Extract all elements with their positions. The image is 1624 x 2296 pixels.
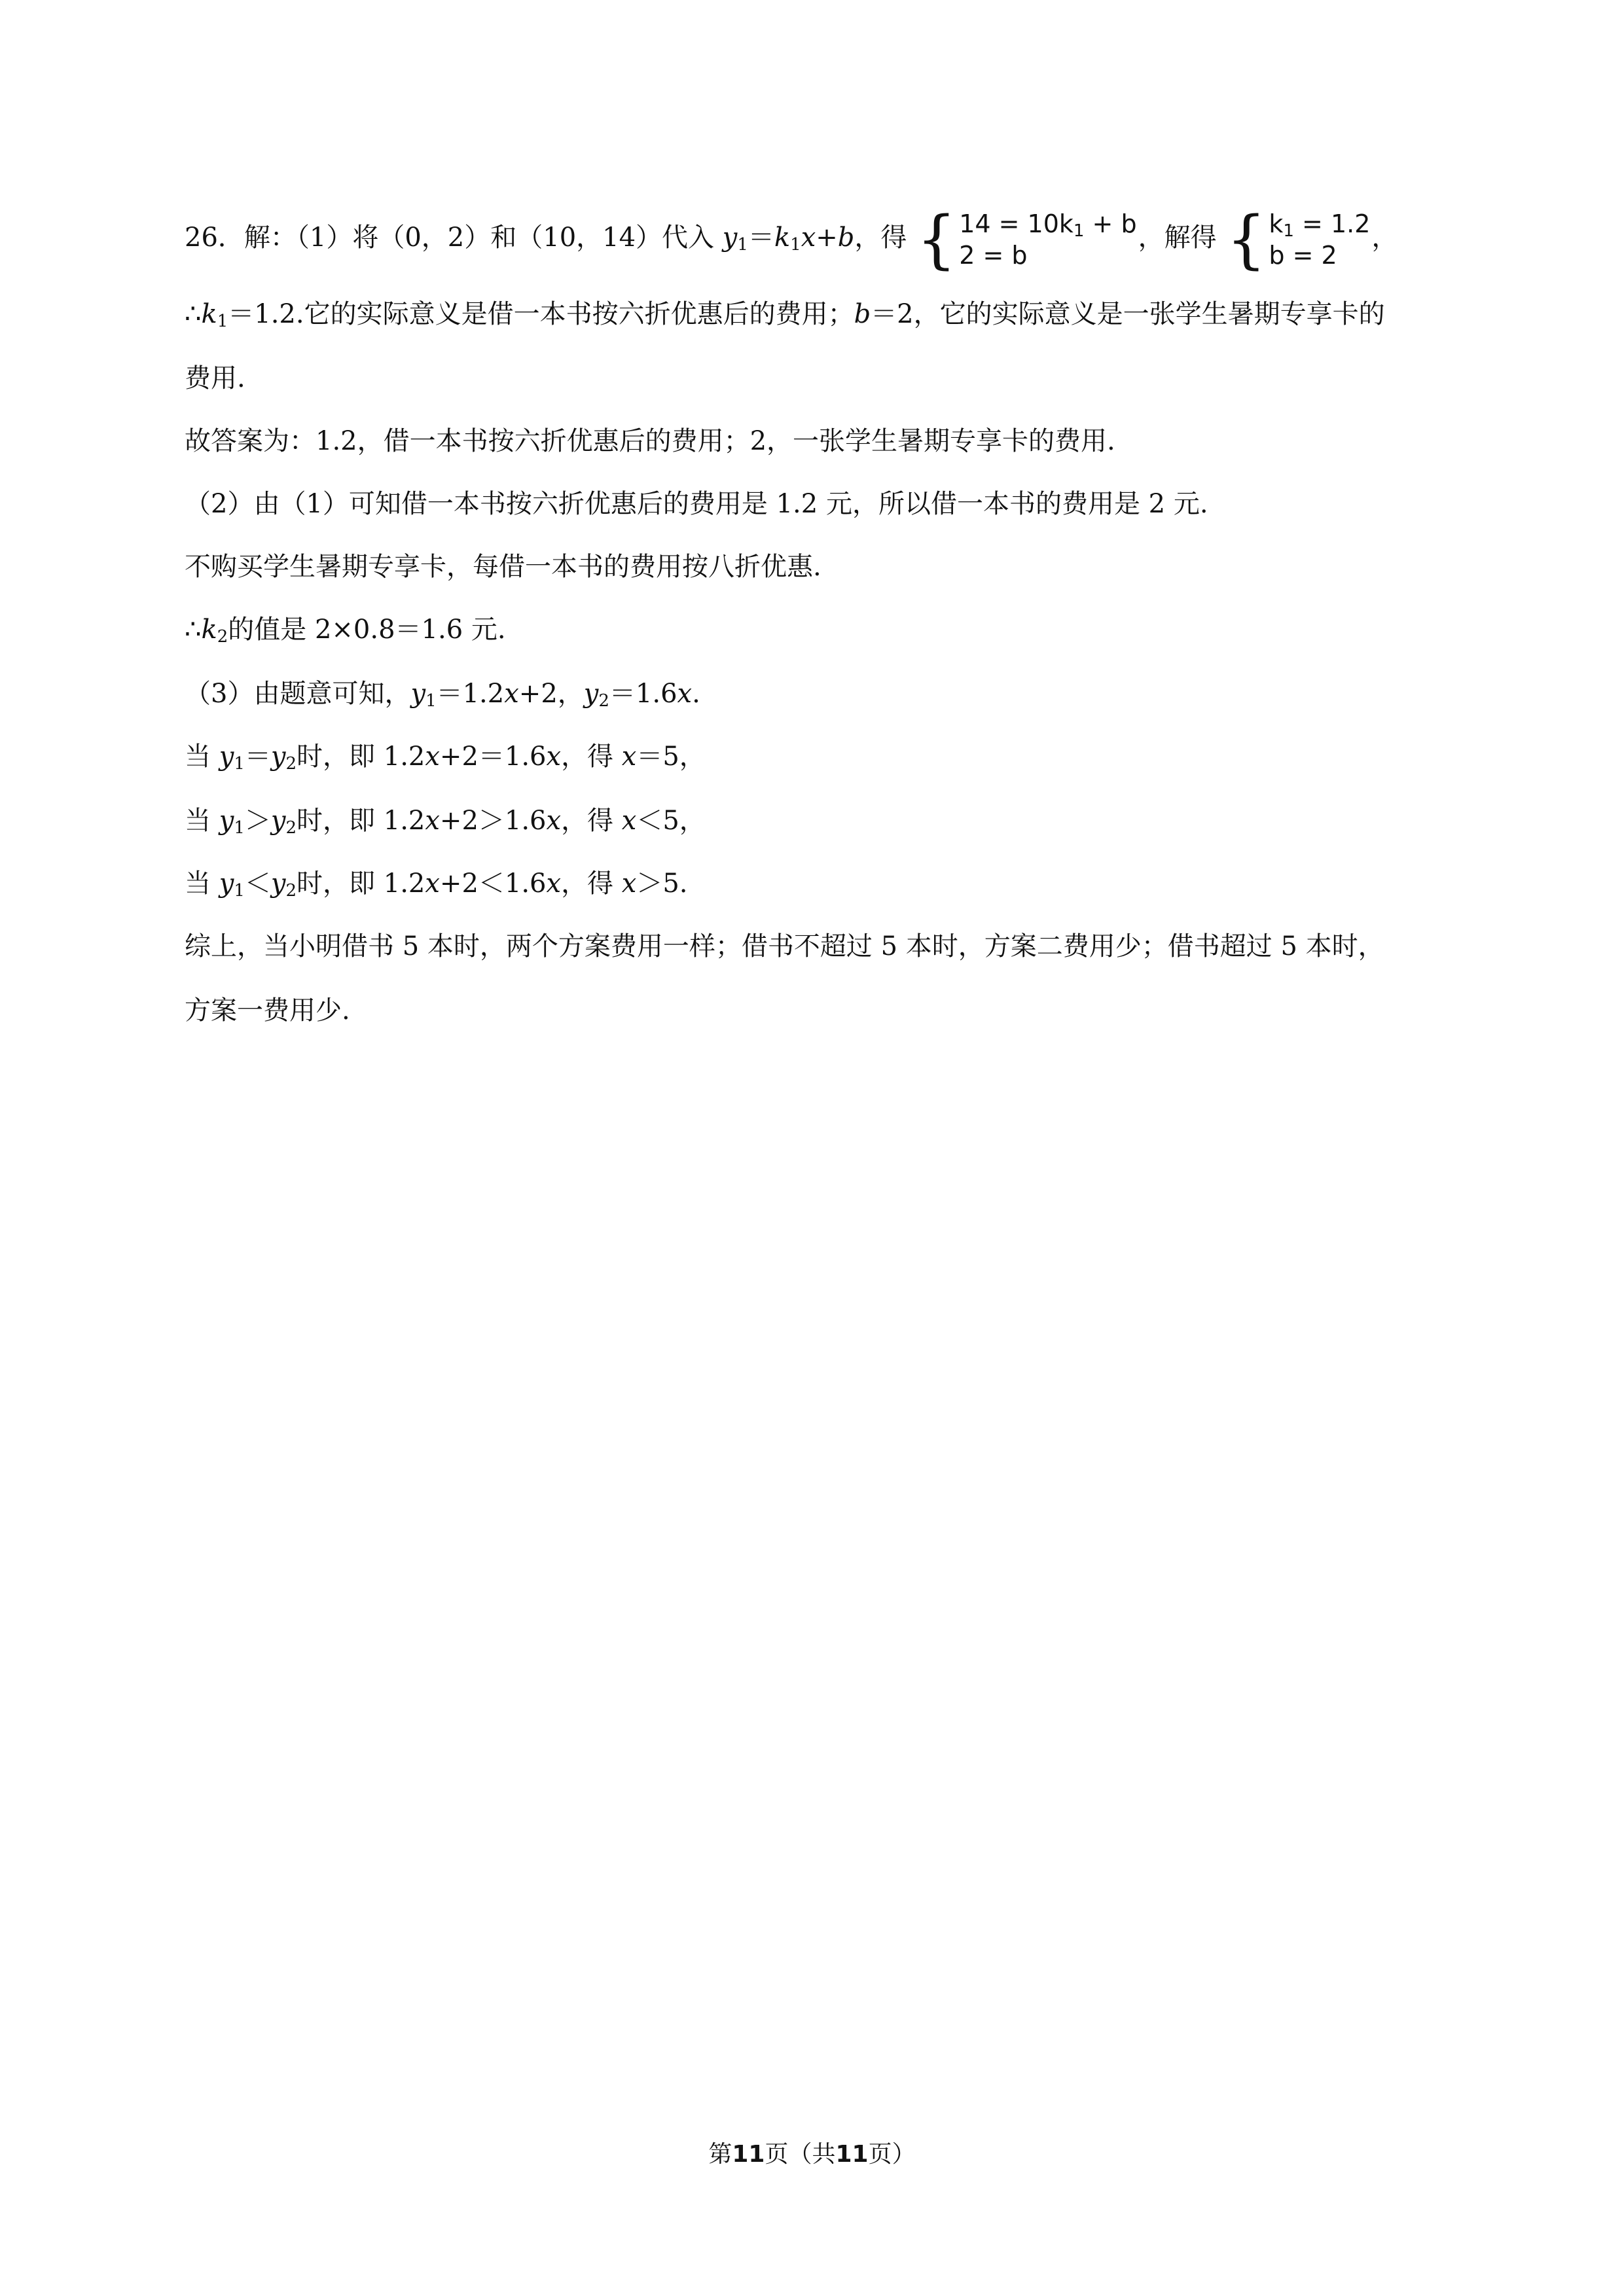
solution-line-3: 费用.	[185, 363, 245, 393]
var-k: k	[774, 223, 791, 253]
brace-icon: {	[1226, 203, 1267, 276]
equation-system-1: { $14 = 10k_1 + b$ 2 = b	[916, 203, 1137, 276]
solution-line-12: 综上，当小明借书 5 本时，两个方案费用一样；借书不超过 5 本时，方案二费用少；借书超过 5 本时，	[185, 931, 1384, 961]
var-b: b	[837, 223, 855, 253]
solution-line-9: 当 $y_1=y_2$时，即 1.2x+2＝1.6x，得 x＝5，	[185, 742, 706, 774]
solution-line-5: （2）由（1）可知借一本书按六折优惠后的费用是 1.2 元，所以借一本书的费用是 2 元.	[185, 489, 1208, 519]
solution-line-4: 故答案为：1.2，借一本书按六折优惠后的费用；2，一张学生暑期专享卡的费用.	[185, 426, 1115, 456]
var-x: x	[801, 223, 816, 253]
page-total: 11	[835, 2141, 869, 2168]
solution-line-7: $\therefore k_2$的值是 2×0.8＝1.6 元.	[185, 615, 506, 647]
page-number: 11	[732, 2141, 765, 2168]
solution-line-10: 当 $y_1>y_2$时，即 1.2x+2＞1.6x，得 x＜5，	[185, 806, 706, 838]
solution-line-1: 26．解：（1）将（0，2）和（10，14）代入 $y_1=k_1x+b$，得 { $14 = 10k_1 + b$ 2 = b ，解得 { $k_1 = 1.2$ b = 2 ，	[185, 203, 1398, 276]
solution-line-13: 方案一费用少.	[185, 996, 350, 1026]
brace-icon: {	[916, 203, 957, 276]
equation-system-2: { $k_1 = 1.2$ b = 2	[1226, 203, 1371, 276]
solution-line-8: （3）由题意可知，$y_1=1.2x+2$，$y_2=1.6x$.	[185, 679, 700, 711]
var-y: y	[722, 223, 738, 253]
solution-line-11: 当 $y_1<y_2$时，即 1.2x+2＜1.6x，得 x＞5.	[185, 869, 688, 901]
page-footer: 第11页（共11页）	[708, 2141, 916, 2168]
solution-line-6: 不购买学生暑期专享卡，每借一本书的费用按八折优惠.	[185, 552, 821, 582]
solution-line-2: $\therefore k_1=1.2$.它的实际意义是借一本书按六折优惠后的费用；b＝2，它的实际意义是一张学生暑期专享卡的	[185, 299, 1385, 331]
